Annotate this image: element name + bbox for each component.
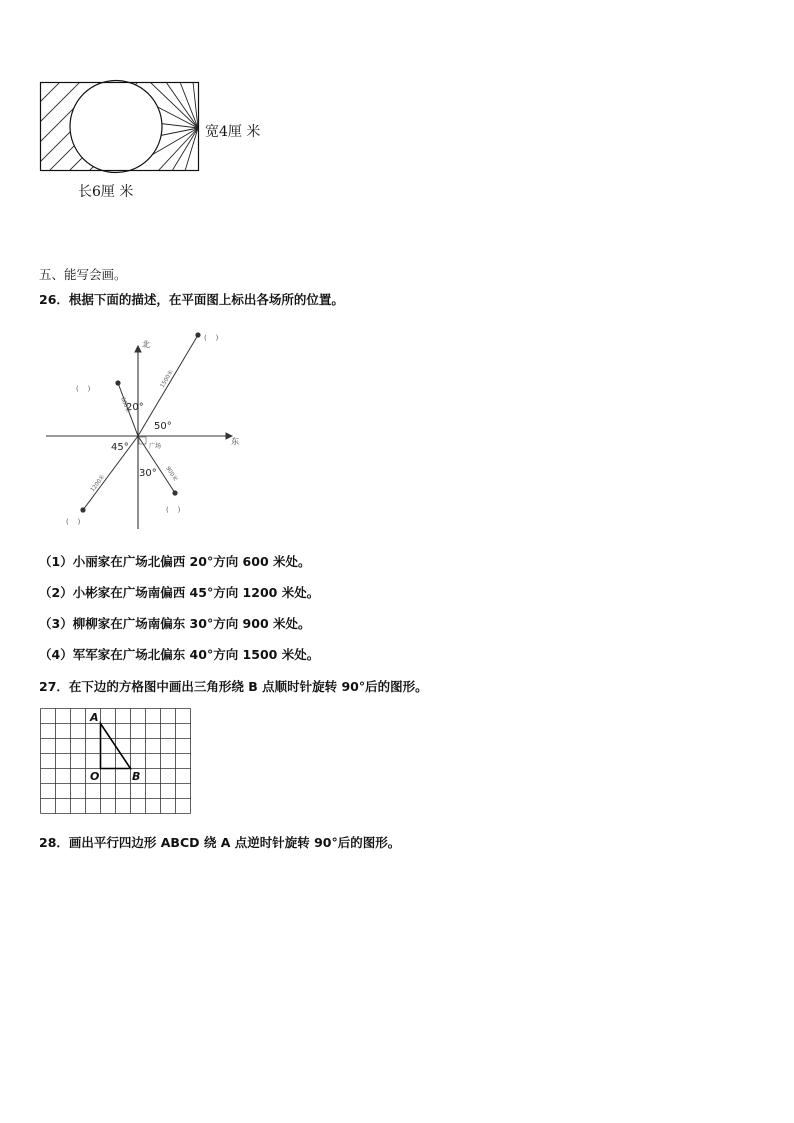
length-label: 长6厘 米 — [78, 184, 134, 200]
distance-label-1500: 1500米 — [159, 369, 175, 390]
vertex-o-label: O — [90, 770, 100, 783]
grid-figure — [38, 706, 194, 818]
answer-blank-nw: ( ) — [76, 385, 91, 393]
angle-label-50: 50° — [154, 421, 172, 432]
distance-label-600: 600米 — [119, 396, 131, 414]
q26-item-4: （4）军军家在广场北偏东 40°方向 1500 米处。 — [39, 647, 320, 662]
distance-label-900: 900米 — [164, 465, 179, 483]
q27-prompt: 27．在下边的方格图中画出三角形绕 B 点顺时针旋转 90°后的图形。 — [39, 679, 428, 694]
vertex-a-label: A — [90, 711, 99, 724]
distance-label-1200: 1200米 — [89, 474, 107, 494]
q26-item-3: （3）柳柳家在广场南偏东 30°方向 900 米处。 — [39, 616, 311, 631]
center-label: 广场 — [149, 443, 162, 450]
q26-prompt: 26．根据下面的描述，在平面图上标出各场所的位置。 — [39, 292, 344, 307]
q26-item-1: （1）小丽家在广场北偏西 20°方向 600 米处。 — [39, 554, 311, 569]
q28-prompt: 28．画出平行四边形 ABCD 绕 A 点逆时针旋转 90°后的图形。 — [39, 835, 401, 850]
angle-label-30: 30° — [139, 468, 157, 479]
answer-blank-ne: ( ) — [204, 334, 219, 342]
angle-label-45: 45° — [111, 442, 129, 453]
q26-item-2: （2）小彬家在广场南偏西 45°方向 1200 米处。 — [39, 585, 320, 600]
answer-blank-sw: ( ) — [66, 518, 81, 526]
east-label: 东 — [231, 437, 239, 446]
width-label: 宽4厘 米 — [205, 124, 261, 140]
vertex-b-label: B — [132, 770, 141, 783]
angle-label-20: 20° — [126, 402, 144, 413]
compass-diagram — [38, 326, 258, 536]
answer-blank-se: ( ) — [166, 506, 181, 514]
section-title: 五、能写会画。 — [39, 267, 127, 282]
north-label: 北 — [142, 340, 150, 349]
